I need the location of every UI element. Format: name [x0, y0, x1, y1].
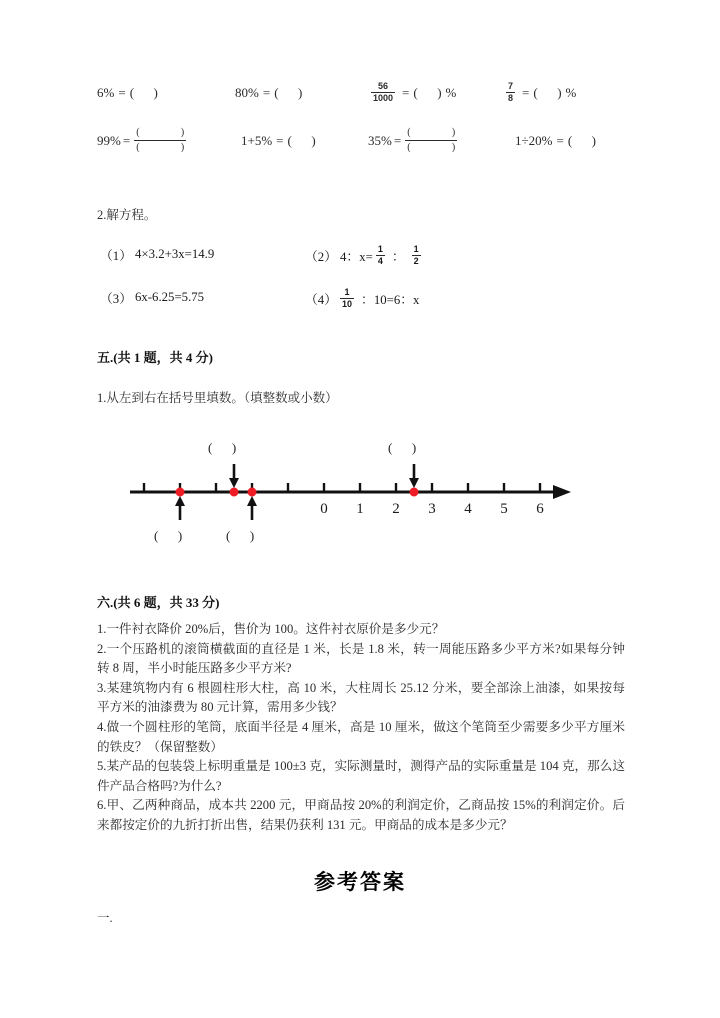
paren-close: ) — [451, 142, 456, 153]
answer-section-label-1: 一. — [97, 911, 113, 925]
tick-label-3: 3 — [428, 501, 436, 517]
fraction-7-over-8 — [506, 82, 515, 103]
equations-section-title: 2.解方程。 — [97, 208, 157, 222]
fill-in-row-1 — [97, 82, 625, 103]
down-arrow-1 — [229, 464, 239, 488]
word-problem-3: 3.某建筑物内有 6 根圆柱形大柱，高 10 米，大柱周长 25.12 分米，要全部涂上油漆，如果按每平方米的油漆费为 80 元计算，需用多少钱？ — [97, 680, 625, 715]
equals-sign: = — [118, 84, 126, 100]
fraction-denominator: 2 — [413, 256, 419, 266]
tick-label-4: 4 — [464, 501, 472, 517]
equals-sign: = — [122, 132, 131, 148]
expression-left: 1+5% — [241, 132, 273, 148]
fraction-numerator: 1 — [344, 287, 350, 297]
number-line-blank-below-2[interactable]: ( ) — [226, 528, 255, 543]
equals-sign: = — [262, 84, 271, 100]
marked-point-3 — [248, 488, 257, 497]
tick-label-0: 0 — [320, 501, 328, 517]
equals-sign: = — [556, 132, 564, 148]
equation-item-2 — [305, 245, 424, 266]
tick-label-6: 6 — [536, 501, 544, 517]
fraction-blank-pair[interactable] — [134, 128, 186, 153]
equation-body: 6x-6.25=5.75 — [135, 290, 205, 304]
expression-left: 99% — [97, 132, 121, 148]
fraction-1-over-10 — [340, 288, 354, 309]
equation-item-3 — [100, 288, 204, 307]
paren-close: ) — [180, 142, 185, 153]
equals-sign: = — [276, 132, 284, 148]
fill-in-item-5 — [97, 128, 241, 153]
section-five-heading: 五.(共 1 题，共 4 分) — [97, 350, 213, 365]
axis-arrowhead — [553, 485, 571, 499]
fraction-denominator: 8 — [508, 93, 514, 103]
section-five-question: 1.从左到右在括号里填数。（填整数或小数） — [97, 391, 338, 405]
fraction-denominator: 4 — [377, 256, 383, 266]
word-problem-2: 2.一个压路机的滚筒横截面的直径是 1 米，长是 1.8 米，转一周能压路多少平方米?如果每分钟转 8 周，半小时能压路多少平方米? — [97, 641, 625, 676]
fraction-numerator: 7 — [508, 81, 514, 91]
up-arrows — [175, 496, 257, 520]
number-line-figure — [130, 440, 580, 550]
expression-left: 35% — [368, 132, 392, 148]
word-problem-list — [97, 620, 625, 836]
answer-blank[interactable]: ( ) — [274, 84, 303, 100]
number-line-blank-above-2[interactable]: ( ) — [388, 440, 417, 455]
up-arrow-1 — [175, 496, 185, 520]
marked-point-1 — [176, 488, 185, 497]
paren-close: ) — [180, 127, 185, 138]
equals-sign: = — [522, 84, 530, 100]
answer-blank[interactable]: ( ) — [287, 132, 316, 148]
fill-in-row-2 — [97, 128, 625, 153]
fraction-numerator: 1 — [377, 244, 383, 254]
expression-left: 6% — [97, 84, 115, 100]
percent-suffix: % — [445, 84, 457, 100]
equation-label: （4） — [305, 293, 337, 307]
marked-point-4 — [410, 488, 419, 497]
number-line-blank-above-1[interactable]: ( ) — [208, 440, 237, 455]
fraction-numerator-blank[interactable] — [134, 128, 186, 140]
fraction-denominator: 10 — [342, 299, 353, 309]
fraction-1-over-4 — [376, 245, 385, 266]
expression-left: 1÷20% — [515, 132, 553, 148]
equation-label: （2） — [305, 250, 337, 264]
paren-close: ) — [451, 127, 456, 138]
marked-point-2 — [230, 488, 239, 497]
equals-sign: = — [393, 132, 402, 148]
word-problem-4: 4.做一个圆柱形的笔筒，底面半径是 4 厘米，高是 10 厘米，做这个笔筒至少需要多少平方厘米的铁皮？（保留整数） — [97, 719, 625, 754]
axis-tick-labels — [320, 501, 544, 517]
fill-in-item-1 — [97, 85, 235, 101]
equation-body: 4×3.2+3x=14.9 — [135, 247, 215, 261]
number-line-blank-below-1[interactable]: ( ) — [154, 528, 183, 543]
equation-label: （3） — [100, 292, 132, 306]
fill-in-item-3 — [368, 82, 503, 103]
answer-blank[interactable]: ( ) — [533, 84, 562, 100]
percent-suffix: % — [565, 84, 577, 100]
tick-label-5: 5 — [500, 501, 508, 517]
equation-label: （1） — [100, 249, 132, 263]
fraction-denominator-blank[interactable] — [405, 140, 457, 153]
word-problem-5: 5.某产品的包装袋上标明重量是 100±3 克，实际测量时，测得产品的实际重量是 104 克，那么这件产品合格吗?为什么? — [97, 759, 625, 793]
equation-prefix: 4：x= — [340, 250, 373, 264]
up-arrow-2 — [247, 496, 257, 520]
answer-blank[interactable]: ( ) — [413, 84, 442, 100]
paren-open: ( — [407, 127, 411, 138]
paren-open: ( — [136, 142, 140, 153]
word-problem-6: 6.甲、乙两种商品，成本共 2200 元，甲商品按 20%的利润定价，乙商品按 15%的利润定价。后来都按定价的九折打折出售，结果仍获利 131 元。甲商品的成本是多少元？ — [97, 798, 625, 832]
answer-blank[interactable]: ( ) — [129, 84, 158, 100]
paren-open: ( — [407, 142, 411, 153]
number-line-svg — [130, 440, 580, 550]
answer-key-title: 参考答案 — [314, 870, 406, 894]
word-problem-1: 1.一件衬衣降价 20%后，售价为 100。这件衬衣原价是多少元？ — [97, 622, 445, 636]
answer-blank[interactable]: ( ) — [567, 132, 596, 148]
tick-label-1: 1 — [356, 501, 364, 517]
expression-left: 80% — [235, 84, 259, 100]
fraction-1-over-2 — [412, 245, 421, 266]
fraction-denominator-blank[interactable] — [134, 140, 186, 153]
fraction-denominator: 1000 — [373, 93, 394, 103]
equation-body: ：10=6：x — [361, 293, 420, 307]
fill-in-item-2 — [235, 85, 368, 101]
down-arrow-2 — [409, 464, 419, 488]
fraction-numerator-blank[interactable] — [405, 128, 457, 140]
fill-in-item-6 — [241, 133, 368, 149]
fraction-numerator: 56 — [378, 81, 389, 91]
equation-item-1 — [100, 245, 214, 264]
fraction-56-over-1000 — [371, 82, 395, 103]
fill-in-item-7 — [368, 128, 515, 153]
fill-in-item-4 — [503, 82, 576, 103]
fraction-blank-pair[interactable] — [405, 128, 457, 153]
fraction-numerator: 1 — [413, 244, 419, 254]
equals-sign: = — [402, 84, 410, 100]
section-six-heading: 六.(共 6 题，共 33 分) — [97, 595, 220, 610]
paren-open: ( — [136, 127, 140, 138]
tick-label-2: 2 — [392, 501, 400, 517]
equation-item-4 — [305, 288, 419, 309]
fill-in-item-8 — [515, 133, 596, 149]
ratio-colon: ： — [391, 250, 405, 264]
